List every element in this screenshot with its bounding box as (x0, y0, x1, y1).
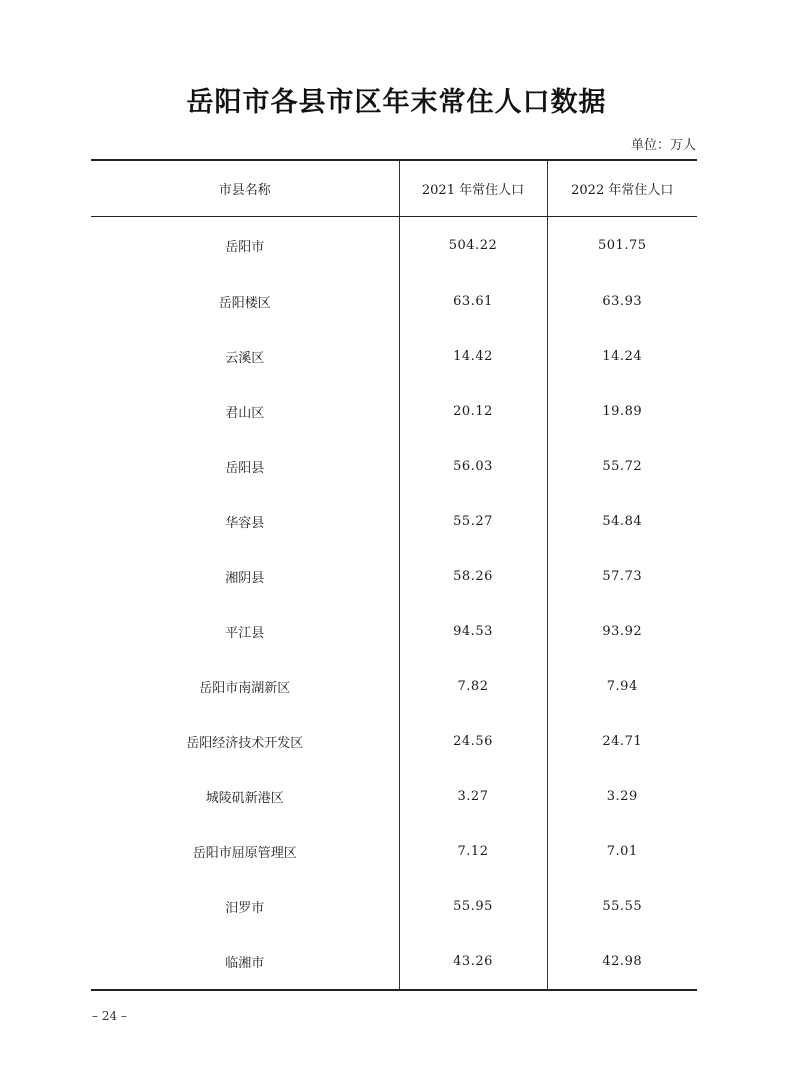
region-name: 岳阳县 (225, 461, 265, 476)
population-2022: 3.29 (547, 769, 697, 824)
population-2021: 24.56 (399, 714, 547, 769)
table-row (91, 274, 697, 329)
population-2021: 20.12 (399, 384, 547, 439)
header-name: 市县名称 (91, 160, 399, 217)
unit-label: 单位：万人 (630, 138, 696, 153)
population-2021: 43.26 (399, 934, 547, 990)
population-2021: 94.53 (399, 604, 547, 659)
population-2022: 14.24 (547, 329, 697, 384)
population-2022: 63.93 (547, 274, 697, 329)
population-2021: 55.95 (399, 879, 547, 934)
population-2022: 42.98 (547, 934, 697, 990)
region-name: 岳阳经济技术开发区 (186, 736, 304, 751)
population-2021: 7.12 (399, 824, 547, 879)
population-2022: 57.73 (547, 549, 697, 604)
population-2022: 7.01 (547, 824, 697, 879)
region-name: 岳阳市 (225, 240, 265, 255)
population-2021: 14.42 (399, 329, 547, 384)
table-row (91, 769, 697, 824)
population-2022: 7.94 (547, 659, 697, 714)
region-name: 云溪区 (225, 351, 265, 366)
region-name: 岳阳市屈原管理区 (192, 846, 297, 861)
region-name: 汨罗市 (225, 901, 265, 916)
table-row (91, 494, 697, 549)
page-title: 岳阳市各县市区年末常住人口数据 (186, 87, 607, 118)
population-2021: 3.27 (399, 769, 547, 824)
population-2022: 24.71 (547, 714, 697, 769)
region-name: 湘阴县 (225, 571, 265, 586)
table-row (91, 659, 697, 714)
header-row (91, 160, 697, 217)
table-row (91, 217, 697, 275)
region-name: 华容县 (225, 516, 265, 531)
population-table (91, 159, 697, 991)
population-2021: 504.22 (399, 217, 547, 275)
region-name: 临湘市 (91, 934, 399, 990)
population-2021: 7.82 (399, 659, 547, 714)
population-2022: 501.75 (547, 217, 697, 275)
header-2021: 2021 年常住人口 (399, 160, 547, 217)
population-2022: 54.84 (547, 494, 697, 549)
population-2021: 55.27 (399, 494, 547, 549)
header-2022: 2022 年常住人口 (547, 160, 697, 217)
table-row (91, 329, 697, 384)
region-name: 君山区 (225, 406, 265, 421)
table-body (91, 217, 697, 991)
table-row (91, 549, 697, 604)
population-2021: 58.26 (399, 549, 547, 604)
region-name: 岳阳市南湖新区 (199, 681, 291, 696)
page-number: – 24 – (92, 1009, 127, 1023)
population-2021: 63.61 (399, 274, 547, 329)
table-row (91, 604, 697, 659)
population-2022: 55.55 (547, 879, 697, 934)
table-header (91, 160, 697, 217)
region-name: 城陵矶新港区 (205, 791, 284, 806)
population-2022: 55.72 (547, 439, 697, 494)
population-2022: 93.92 (547, 604, 697, 659)
region-name: 岳阳楼区 (218, 296, 271, 311)
population-2021: 56.03 (399, 439, 547, 494)
table-row (91, 384, 697, 439)
table-row (91, 824, 697, 879)
table-row (91, 934, 697, 990)
table-row (91, 714, 697, 769)
table-row (91, 879, 697, 934)
region-name: 平江县 (225, 626, 265, 641)
population-2022: 19.89 (547, 384, 697, 439)
table-row (91, 439, 697, 494)
